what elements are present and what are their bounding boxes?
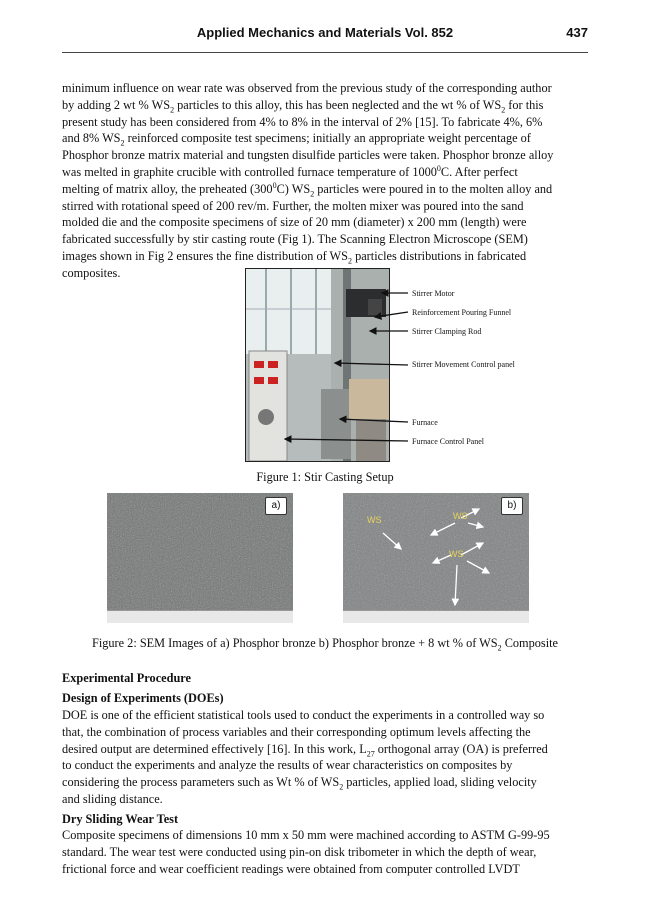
figure1-callout-arrows: [280, 285, 412, 450]
figure2-caption: Figure 2: SEM Images of a) Phosphor bronze b) Phosphor bronze + 8 wt % of $WS_2$ Composite: [92, 636, 558, 653]
doe-paragraph: DOE is one of the efficient statistical tools used to conduct the experiments in a controlled way so that, the combination of process variables and their corresponding optimum levels affecting the desired output are determined effectively [16]. In this work, $L_{27}$ orthogonal array (OA) is preferred to conduct the experiments and analyze the results of wear characteristics on composites by considering the process parameters such as Wt % of $WS_2$ particles, applied load, sliding velocity and sliding distance.: [62, 708, 548, 806]
ws2-label: WS: [453, 511, 468, 521]
page-number: 437: [566, 25, 588, 40]
ws2-label: WS: [367, 515, 382, 525]
body-paragraph: minimum influence on wear rate was observed from the previous study of the corresponding author by adding 2 wt % $WS_2$ particles to this alloy, this has been neglected and the wt % of $WS_2$ for this present study has been considered from 4% to 8% in the interval of 2% [15]. To fabricate 4%, 6% and 8% $WS_2$ reinforced composite test specimens; initially an appropriate weight percentage of Phosphor bronze matrix material and tungsten disulfide particles were taken. Phosphor bronze alloy was melted in graphite crucible with controlled furnace temperature of 1000$^0$C. After perfect melting of matrix alloy, the preheated $(300^0C)$ $WS_2$ particles were poured in to the molten alloy and stirred with rotational speed of 200 rev/m. Further, the molten mixer was poured into the sand molded die and the composite specimens of size of 20 mm (diameter) x 200 mm (length) were fabricated successfully by stir casting route (Fig 1). The Scanning Electron Microscope (SEM) images shown in Fig 2 ensures the fine distribution of $WS_2$ particles distributions in fabricated composites.: [62, 81, 554, 280]
label-stirrer-motor: Stirrer Motor: [412, 289, 455, 298]
label-furnace: Furnace: [412, 418, 438, 427]
figure1-caption: Figure 1: Stir Casting Setup: [256, 470, 394, 484]
panel-tag-b: b): [501, 497, 523, 515]
subsection-heading-doe: Design of Experiments (DOEs): [62, 691, 224, 705]
wear-paragraph: Composite specimens of dimensions 10 mm x 50 mm were machined according to ASTM G-99-95 standard. The wear test were conducted using pin-on disk tribometer in which the depth of wear, frictional force and wear coefficient readings were obtained from computer controlled LVDT: [62, 828, 550, 876]
label-furnace-control-panel: Furnace Control Panel: [412, 437, 484, 446]
label-control-panel: Stirrer Movement Control panel: [412, 360, 515, 369]
running-header: [62, 22, 588, 53]
sem-image-b: [343, 493, 529, 623]
label-clamping-rod: Stirrer Clamping Rod: [412, 327, 482, 336]
section-heading: Experimental Procedure: [62, 671, 191, 685]
label-pouring-funnel: Reinforcement Pouring Funnel: [412, 308, 512, 317]
subsection-heading-wear: Dry Sliding Wear Test: [62, 812, 179, 826]
journal-title: Applied Mechanics and Materials Vol. 852: [196, 25, 454, 40]
ws2-label: WS: [449, 549, 464, 559]
sem-image-a: [107, 493, 293, 623]
panel-tag-a: a): [265, 497, 287, 515]
